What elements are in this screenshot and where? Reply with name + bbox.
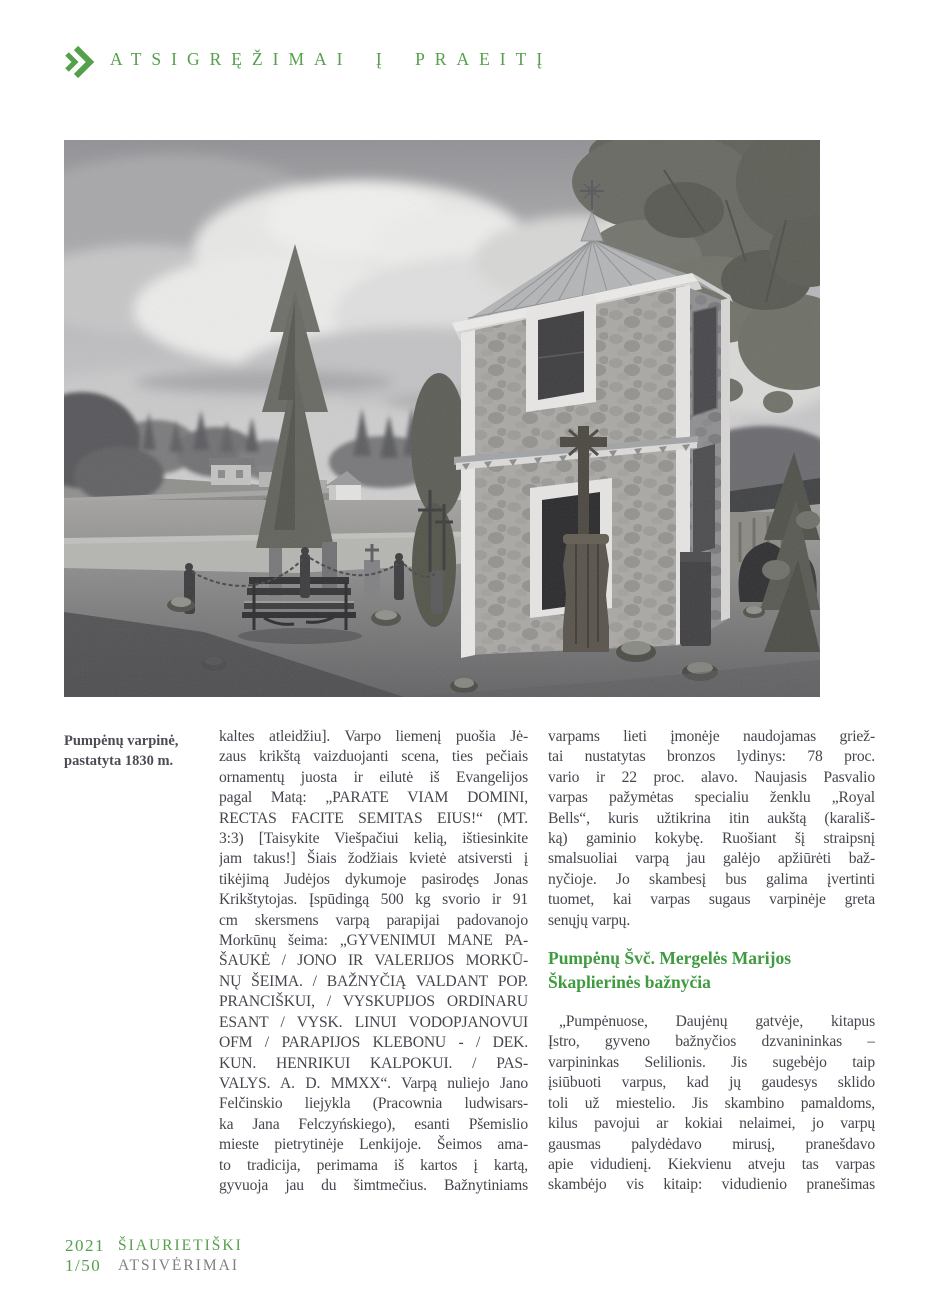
paragraph: varpams lieti įmonėje naudojamas griež- tai nustatytas bronzos lydinys: 78 proc. vario ir 22 proc. alavo. Naujasis Pasvalio varpas pažymėtas specialiu ženklu „Royal Bells“, kuris užtikrina itin aukštą (karališ- ką) gaminio kokybę. Ruošiant šį straipsnį smalsuoliai varpą jau galėjo apžiūrėti baž- nyčioje. Jo skambesį bus galima įvertinti tuomet, kai varpas sugaus varpinėje greta senųjų varpų. xyxy=(548,728,875,929)
journal-name xyxy=(118,1236,243,1276)
section-heading: Pumpėnų Švč. Mergelės Marijos Škaplierinės bažnyčia xyxy=(548,948,792,992)
journal-footer xyxy=(65,1236,243,1276)
double-chevron-right-icon xyxy=(63,42,95,82)
paragraph: kaltes atleidžiu]. Varpo liemenį puošia Jė- zaus krikštą vaizduojanti scena, ties pečiais ornamentų juosta ir eilutė iš Evangelijos pagal Matą: „PARATE VIAM DOMINI, RECTAS FACITE SEMITAS EIUS!“ (MT. 3:3) [Taisykite Viešpačiui kelią, ištiesinkite jam takus!] Šiais žodžiais kvietė atsiversti į tikėjimą Judėjos dykumoje pasirodęs Jonas Krikštytojas. Įspūdingą 500 kg svorio ir 91 cm skersmens varpą parapijai padovanojo Morkūnų šeima: „GYVENIMUI MANE PA- ŠAUKĖ / JONO IR VALERIJOS MORKŪ- NŲ ŠEIMA. / BAŽNYČIĄ VALDANT POP. PRANCIŠKUI, / VYSKUPIJOS ORDINARU ESANT / VYSK. LINUI VODOPJANOVUI OFM / PARAPIJOS KLEBONU - / DEK. KUN. HENRIKUI KALPOKUI. / PAS- VALYS. A. D. MMXX“. Varpą nuliejo Jano Felčinskio liejykla (Pracownia ludwisars- ka Jana Felczyńskiego), esanti Pšemislio mieste pietrytinėje Lenkijoje. Šeimos ama- to tradicija, perimama iš kartos į kartą, gyvuoja jau du šimtmečius. Bažnytiniams xyxy=(219,728,528,1194)
journal-name-line2: ATSIVĖRIMAI xyxy=(118,1257,240,1274)
issue-info xyxy=(65,1236,105,1276)
journal-name-line1: ŠIAURIETIŠKI xyxy=(118,1237,243,1254)
bell-tower-photo xyxy=(64,140,820,697)
issue-number: 1/50 xyxy=(65,1256,102,1275)
photo-caption xyxy=(64,731,214,771)
issue-year: 2021 xyxy=(65,1236,105,1255)
photo-caption-line: Pumpėnų varpinė, xyxy=(64,733,179,749)
paragraph: „Pumpėnuose, Daujėnų gatvėje, kitapus Įstro, gyveno bažnyčios dzvanininkas – varpininkas Selilionis. Jis sugebėjo taip įsiūbuoti varpus, kad jų gaudesys sklido toli už miestelio. Jis skambino pamaldoms, kilus pavojui ar kokiai nelaimei, jo varpų gausmas palydėdavo mirusį, pranešdavo apie vidudienį. Kiekvienu atveju tas varpas skambėjo vis kitaip: vidudienio pranešimas xyxy=(548,1013,875,1194)
photo-caption-line: pastatyta 1830 m. xyxy=(64,753,174,769)
article-column-1 xyxy=(219,727,528,1205)
article-column-2 xyxy=(548,727,875,1205)
kicker-title: ATSIGRĘŽIMAI Į PRAEITĮ xyxy=(110,49,553,69)
